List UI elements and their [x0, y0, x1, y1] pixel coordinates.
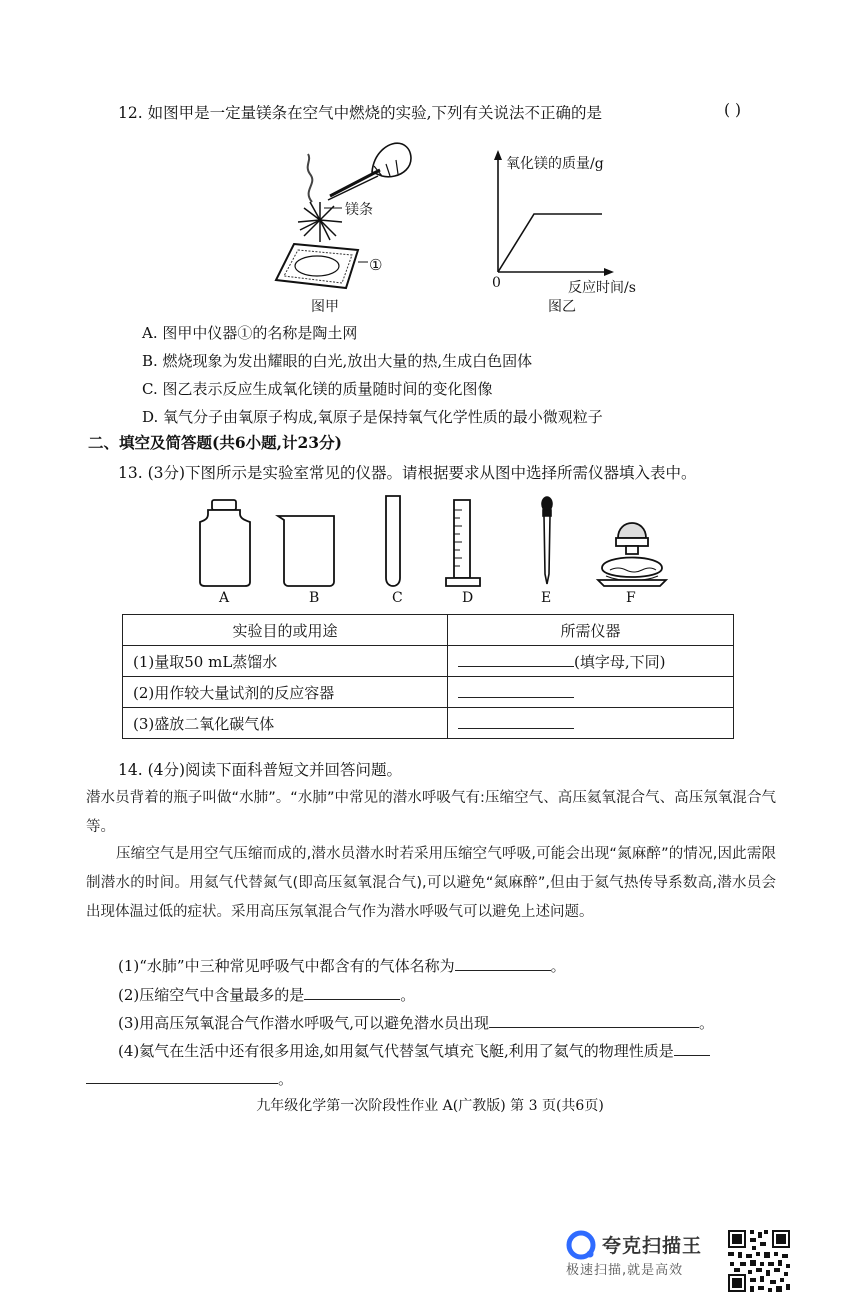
row-1-answer[interactable]	[448, 646, 734, 677]
scanner-watermark	[566, 1230, 726, 1278]
q14-passage-1: 潜水员背着的瓶子叫做“水肺”。“水肺”中常见的潜水呼吸气有:压缩空气、高压氦氧混合气、高压氖氧混合气等。	[86, 790, 776, 835]
answer-blank[interactable]	[458, 683, 574, 698]
answer-blank[interactable]	[458, 652, 574, 667]
page-footer: 九年级化学第一次阶段性作业 A(广教版) 第 3 页(共6页)	[256, 1098, 604, 1114]
q14-passage-2: 压缩空气是用空气压缩而成的,潜水员潜水时若采用压缩空气呼吸,可能会出现“氮麻醉”的情况,因此需限制潜水的时间。用氦气代替氮气(即高压氦氧混合气),可以避免“氮麻醉”,但由于氦气热传导系数高,潜水员会出现体温过低的症状。采用高压氖氧混合气作为潜水呼吸气可以避免上述问题。	[86, 846, 776, 920]
quark-logo-icon	[566, 1230, 596, 1260]
q14-sub-3-text: (3)用高压氖氧混合气作潜水呼吸气,可以避免潜水员出现	[118, 1014, 490, 1032]
q14-sub-3	[118, 1012, 714, 1033]
q13-table	[122, 614, 734, 739]
q12-stem: 12. 如图甲是一定量镁条在空气中燃烧的实验,下列有关说法不正确的是	[118, 104, 603, 122]
q12-option-c: C. 图乙表示反应生成氧化镁的质量随时间的变化图像	[142, 380, 493, 398]
period: 。	[400, 986, 416, 1004]
period: 。	[550, 957, 566, 975]
q14-sub-4	[118, 1040, 710, 1061]
graph-origin: 0	[492, 275, 501, 291]
qr-code-icon	[726, 1228, 792, 1294]
answer-blank[interactable]	[86, 1069, 278, 1084]
label-a: A	[219, 590, 230, 606]
graph-x-axis-label: 反应时间/s	[568, 280, 636, 296]
period: 。	[699, 1014, 715, 1032]
figure-jia-caption: 图甲	[311, 299, 339, 315]
q13-stem: 13. (3分)下图所示是实验室常见的仪器。请根据要求从图中选择所需仪器填入表中。	[118, 464, 697, 482]
answer-blank[interactable]	[674, 1041, 710, 1056]
row-2-answer[interactable]	[448, 677, 734, 708]
q14-sub-2-text: (2)压缩空气中含量最多的是	[118, 986, 305, 1004]
answer-blank[interactable]	[304, 985, 400, 1000]
label-e: E	[541, 590, 552, 606]
section-2-title: 二、填空及简答题(共6小题,计23分)	[88, 433, 342, 452]
figure-jia-magnesium-burning	[262, 132, 422, 302]
answer-blank[interactable]	[455, 956, 551, 971]
q14-sub-1	[118, 955, 566, 976]
instrument-c-test-tube	[386, 496, 400, 586]
q12-answer-paren: ( )	[724, 101, 742, 119]
header-purpose: 实验目的或用途	[123, 615, 448, 646]
answer-blank[interactable]	[489, 1013, 699, 1028]
q13-instruments	[190, 494, 670, 590]
graph-y-axis-label: 氧化镁的质量/g	[506, 156, 604, 172]
instrument-e-dropper	[542, 497, 552, 584]
label-b: B	[309, 590, 320, 606]
q14-sub-1-text: (1)“水肺”中三种常见呼吸气中都含有的气体名称为	[118, 957, 455, 975]
label-f: F	[626, 590, 636, 606]
label-d: D	[462, 590, 474, 606]
table-row	[123, 646, 734, 677]
label-apparatus-1: ①	[369, 256, 383, 274]
q14-sub-4-cont	[86, 1068, 293, 1089]
instrument-b-beaker	[278, 516, 334, 586]
table-row	[123, 677, 734, 708]
q12-option-d: D. 氧气分子由氧原子构成,氧原子是保持氧气化学性质的最小微观粒子	[142, 408, 603, 426]
scanner-slogan: 极速扫描,就是高效	[566, 1263, 684, 1278]
label-magnesium-strip: 镁条	[345, 202, 373, 218]
row-3-purpose: (3)盛放二氧化碳气体	[123, 708, 448, 739]
row-1-note: (填字母,下同)	[574, 652, 666, 671]
q12-option-b: B. 燃烧现象为发出耀眼的白光,放出大量的热,生成白色固体	[142, 352, 533, 370]
q14-stem: 14. (4分)阅读下面科普短文并回答问题。	[118, 761, 403, 779]
table-row	[123, 708, 734, 739]
scanner-app-name: 夸克扫描王	[602, 1235, 703, 1257]
period: 。	[278, 1070, 294, 1088]
mgo-mass-curve	[498, 214, 602, 272]
instrument-f-alcohol-lamp	[598, 523, 666, 586]
row-3-answer[interactable]	[448, 708, 734, 739]
instrument-a-gas-bottle	[200, 500, 250, 586]
label-c: C	[392, 590, 403, 606]
table-header-row	[123, 615, 734, 646]
header-instrument: 所需仪器	[448, 615, 734, 646]
figure-yi-caption: 图乙	[548, 299, 576, 315]
row-1-purpose: (1)量取50 mL蒸馏水	[123, 646, 448, 677]
q14-sub-4-text: (4)氦气在生活中还有很多用途,如用氦气代替氢气填充飞艇,利用了氦气的物理性质是	[118, 1042, 674, 1060]
row-2-purpose: (2)用作较大量试剂的反应容器	[123, 677, 448, 708]
instrument-d-graduated-cylinder	[446, 500, 480, 586]
q12-option-a: A. 图甲中仪器①的名称是陶土网	[142, 324, 358, 342]
answer-blank[interactable]	[458, 714, 574, 729]
q14-sub-2	[118, 984, 415, 1005]
